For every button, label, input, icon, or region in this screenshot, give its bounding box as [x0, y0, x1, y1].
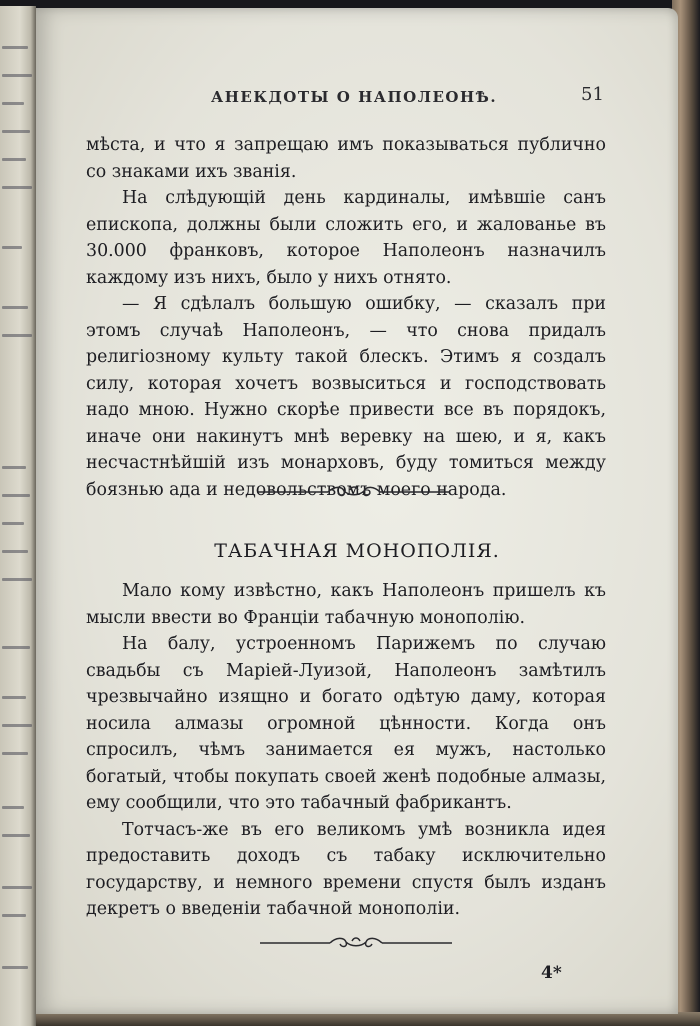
left-page-text-line — [2, 246, 22, 249]
left-page-text-line — [2, 806, 24, 809]
left-page-text-line — [2, 886, 32, 889]
signature-mark: 4* — [541, 963, 562, 983]
article-body — [86, 132, 606, 503]
left-page-text-line — [2, 550, 28, 553]
left-page-text-line — [2, 724, 32, 727]
left-page-text-line — [2, 186, 32, 189]
paragraph: — Я сдѣлалъ большую ошибку, — сказалъ при этомъ случаѣ Наполеонъ, — что снова придалъ религіозному культу такой блескъ. Этимъ я создалъ силу, которая хочетъ возвыситься и господствовать надо мною. Нужно скорѣе привести все въ порядокъ, иначе они накинутъ мнѣ веревку на шею, и я, какъ несчастнѣйшій изъ монарховъ, буду томиться между боязнью ада и недовольствомъ моего народа. — [86, 294, 606, 500]
left-page-text-line — [2, 522, 24, 525]
paragraph: Мало кому извѣстно, какъ Наполеонъ пришелъ къ мысли ввести во Франціи табачную монополію. — [86, 581, 606, 628]
left-page-text-line — [2, 130, 30, 133]
left-page-text-line — [2, 334, 32, 337]
scroll-ornament-icon — [254, 482, 454, 502]
scroll-ornament-icon — [256, 933, 456, 953]
left-page-text-line — [2, 102, 24, 105]
paragraph: мѣста, и что я запрещаю имъ показываться публично со знаками ихъ званія. — [86, 135, 606, 182]
paragraph: На балу, устроенномъ Парижемъ по случаю свадьбы съ Маріей-Луизой, Наполеонъ замѣтилъ чрезвычайно изящно и богато одѣтую даму, которая носила алмазы огромной цѣнности. Когда онъ спросилъ, чѣмъ занимается ея мужъ, настолько богатый, чтобы покупать своей женѣ подобные алмазы, ему сообщили, что это табачный фабрикантъ. — [86, 634, 606, 813]
left-page-text-line — [2, 306, 28, 309]
left-page-text-line — [2, 752, 28, 755]
left-page-text-line — [2, 966, 28, 969]
running-head: АНЕКДОТЫ О НАПОЛЕОНѢ. — [211, 88, 498, 106]
paragraph: На слѣдующій день кардиналы, имѣвшіе санъ епископа, должны были сложить его, и жалованье въ 30.000 франковъ, которое Наполеонъ назначилъ каждому изъ нихъ, было у нихъ отнято. — [86, 188, 606, 288]
left-page-text-line — [2, 74, 32, 77]
left-page-text-line — [2, 158, 26, 161]
paragraph: Тотчасъ-же въ его великомъ умѣ возникла идея предоставить доходъ съ табаку исключительно государству, и немного времени спустя былъ изданъ декретъ о введеніи табачной монополіи. — [86, 819, 606, 919]
left-page-text-line — [2, 646, 30, 649]
bottom-page-edge — [36, 1012, 700, 1026]
left-page-text-line — [2, 834, 30, 837]
book-page — [36, 8, 678, 1014]
section-title: ТАБАЧНАЯ МОНОПОЛІЯ. — [214, 540, 500, 562]
left-page-text-line — [2, 914, 26, 917]
left-page-text-line — [2, 46, 28, 49]
left-page-text-line — [2, 466, 26, 469]
article-body — [86, 578, 606, 923]
left-page-text-line — [2, 494, 30, 497]
page-number: 51 — [581, 84, 604, 105]
left-page-text-line — [2, 696, 26, 699]
left-page-text-line — [2, 578, 32, 581]
left-page-edge — [0, 6, 36, 1026]
